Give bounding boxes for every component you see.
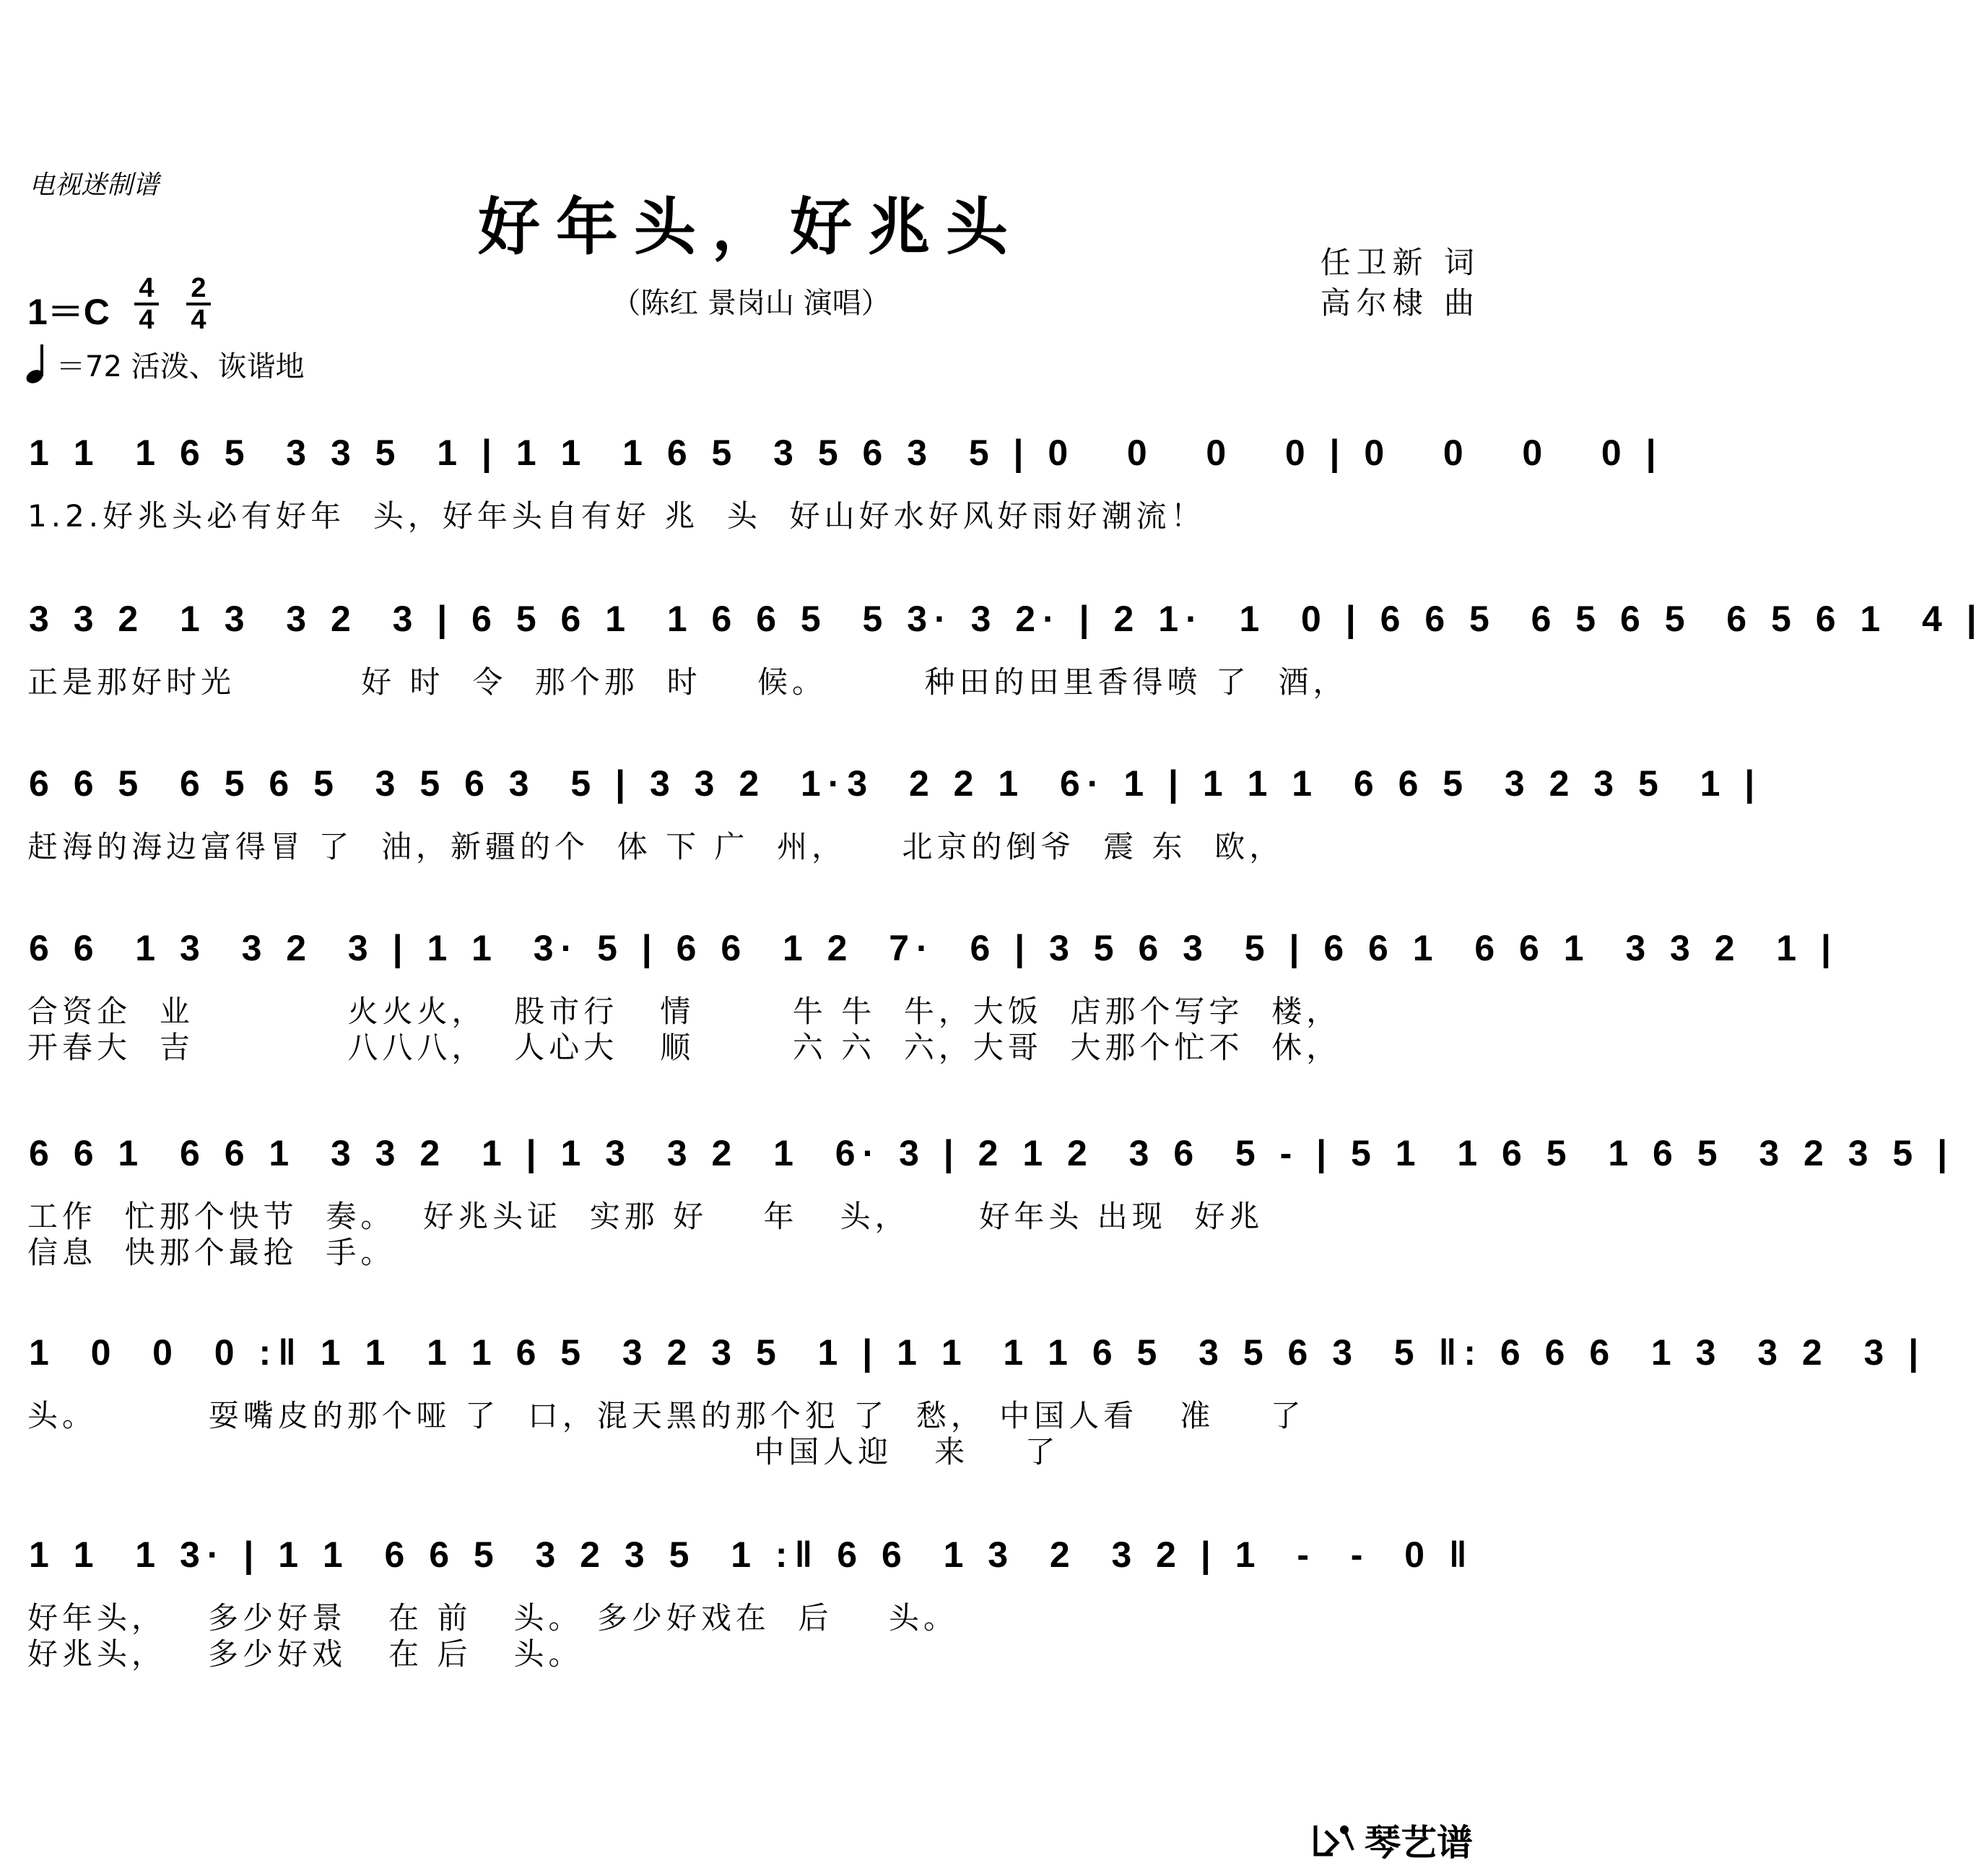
notes-line: 3 3 2 1 3 3 2 3 | 6 5 6 1 1 6 6 5 5 3· 3 2· | 2 1· 1 0 | 6 6 5 6 5 6 5 6 5 6 1 4 | bbox=[29, 599, 1984, 639]
song-title: 好年头，好兆头 bbox=[478, 191, 1024, 264]
time-signature-4-4: 4 4 bbox=[134, 274, 159, 334]
source-credit: 电视迷制谱 bbox=[29, 170, 160, 200]
quarter-note-icon bbox=[25, 344, 49, 385]
notes-line: 6 6 5 6 5 6 5 3 5 6 3 5 | 3 3 2 1·3 2 2 1 6· 1 | 1 1 1 6 6 5 3 2 3 5 1 | bbox=[29, 763, 1762, 804]
watermark-text: 琴艺谱 bbox=[1365, 1822, 1473, 1864]
lyrics-line-1: 工作 忙那个快节 奏。 好兆头证 实那 好 年 头， 好年头 出现 好兆 bbox=[27, 1199, 1264, 1234]
notes-line: 6 6 1 3 3 2 3 | 1 1 3· 5 | 6 6 1 2 7· 6 | 3 5 6 3 5 | 6 6 1 6 6 1 3 3 2 1 | bbox=[29, 928, 1838, 968]
lyrics-line-2: 开春大 吉 八八八， 人心大 顺 六 六 六，大哥 大那个忙不 休， bbox=[27, 1030, 1341, 1065]
notes-line: 6 6 1 6 6 1 3 3 2 1 | 1 3 3 2 1 6· 3 | 2 1 2 3 6 5 - | 5 1 1 6 5 1 6 5 3 2 3 5 | bbox=[29, 1133, 1955, 1173]
watermark bbox=[1311, 1814, 1473, 1866]
staff-system-3 bbox=[0, 721, 1762, 888]
staff-system-1 bbox=[0, 390, 1663, 557]
staff-system-4 bbox=[0, 885, 1838, 1065]
lyrics-line-1: 好年头， 多少好景 在 前 头。 多少好戏在 后 头。 bbox=[27, 1600, 958, 1636]
key-signature: 1＝C bbox=[27, 292, 110, 332]
tempo-text: ＝72 活泼、诙谐地 bbox=[56, 350, 305, 383]
performers: （陈红 景岗山 演唱） bbox=[612, 287, 890, 320]
tempo-marking bbox=[25, 344, 305, 385]
notes-line: 1 1 1 6 5 3 3 5 1 | 1 1 1 6 5 3 5 6 3 5 | 0 0 0 0 | 0 0 0 0 | bbox=[29, 433, 1663, 473]
staff-system-6 bbox=[0, 1290, 1926, 1469]
lyrics-line-2: 信息 快那个最抢 手。 bbox=[27, 1235, 396, 1270]
lyrics-line-2: 好兆头， 多少好戏 在 后 头。 bbox=[27, 1636, 583, 1672]
notes-line: 1 1 1 3· | 1 1 6 6 5 3 2 3 5 1 :‖ 6 6 1 3 2 3 2 | 1 - - 0 ‖ bbox=[29, 1534, 1474, 1575]
lyrics-line-1: 合资企 业 火火火， 股市行 情 牛 牛 牛，大饭 店那个写字 楼， bbox=[27, 994, 1341, 1029]
time-signature-2-4: 2 4 bbox=[186, 274, 211, 334]
composer: 高尔棣 曲 bbox=[1320, 285, 1480, 321]
lyrics-line-1: 头。 耍嘴皮的那个哑 了 口，混天黑的那个犯 了 愁， 中国人看 准 了 bbox=[27, 1398, 1305, 1433]
staff-system-2 bbox=[0, 556, 1984, 724]
credits bbox=[1321, 243, 1480, 323]
staff-system-5 bbox=[0, 1090, 1955, 1270]
lyrics-line-1: 正是那好时光 好 时 令 那个那 时 候。 种田的田里香得喷 了 酒， bbox=[27, 664, 1348, 700]
notes-line: 1 0 0 0 :‖ 1 1 1 1 6 5 3 2 3 5 1 | 1 1 1 1 6 5 3 5 6 3 5 ‖: 6 6 6 1 3 3 2 3 | bbox=[29, 1332, 1926, 1373]
qinyipu-logo-icon bbox=[1311, 1821, 1357, 1859]
lyrics-line-1: 1.2.好兆头必有好年 头，好年头自有好 兆 头 好山好水好风好雨好潮流！ bbox=[27, 498, 1206, 534]
lyrics-line-1: 赶海的海边富得冒 了 油，新疆的个 体 下 广 州， 北京的倒爷 震 东 欧， bbox=[27, 829, 1284, 864]
staff-system-7 bbox=[0, 1492, 1502, 1672]
lyrics-line-2: 中国人迎 来 了 bbox=[27, 1434, 1060, 1469]
lyricist: 任卫新 词 bbox=[1320, 245, 1480, 280]
